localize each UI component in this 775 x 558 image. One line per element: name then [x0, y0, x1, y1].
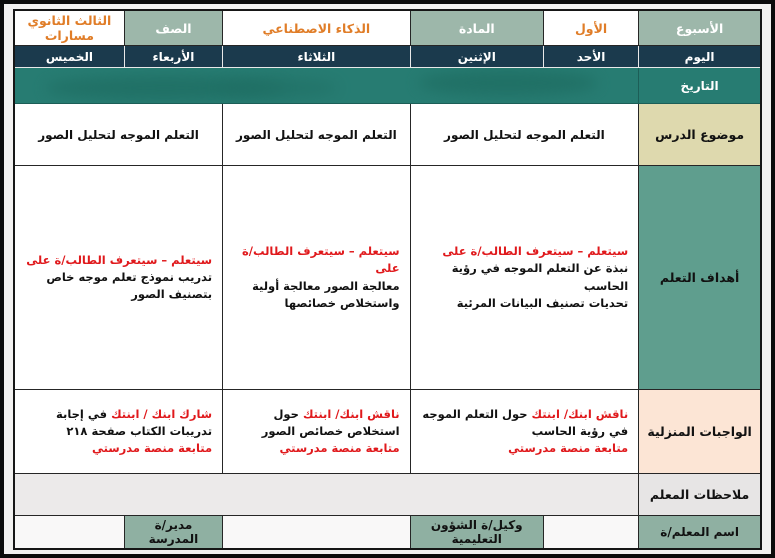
date-row: [14, 68, 761, 104]
topic-label: موضوع الدرس: [639, 104, 761, 166]
objective-heading: سيتعلم – سيتعرف الطالب/ة على: [241, 244, 400, 276]
objectives-sun-mon: [410, 166, 639, 390]
date-value-cell[interactable]: [14, 68, 639, 104]
notes-row: [14, 474, 761, 516]
teacher-name-label: اسم المعلم/ة: [639, 516, 761, 550]
date-label: التاريخ: [639, 68, 761, 104]
homework-task-text: في إجابة تدريبات الكتاب صفحة ٢١٨: [56, 406, 213, 438]
teacher-name-value-cell[interactable]: [543, 516, 638, 550]
topic-tuesday: التعلم الموجه لتحليل الصور: [223, 104, 411, 166]
signature-row: [14, 516, 761, 550]
topic-sun-mon: التعلم الموجه لتحليل الصور: [410, 104, 639, 166]
objective-heading: سيتعلم – سيتعرف الطالب/ة على: [26, 252, 213, 267]
redaction-smudge: [418, 70, 598, 96]
homework-followup: متابعة منصة مدرستي: [279, 441, 400, 456]
day-header-label: اليوم: [639, 46, 761, 68]
subject-label: المادة: [410, 10, 543, 46]
objectives-tuesday: [223, 166, 411, 390]
weekly-plan-table: [13, 9, 762, 550]
days-row: [14, 46, 761, 68]
homework-row: [14, 390, 761, 474]
homework-task-text: حول استخلاص خصائص الصور: [261, 406, 400, 438]
day-thursday: الخميس: [14, 46, 124, 68]
objective-line: نبذة عن التعلم الموجه في رؤية الحاسب: [451, 261, 629, 293]
homework-task: [233, 406, 400, 441]
week-value: الأول: [543, 10, 638, 46]
homework-followup: متابعة منصة مدرستي: [92, 441, 213, 456]
topic-wed-thu: التعلم الموجه لتحليل الصور: [14, 104, 223, 166]
objectives-row: [14, 166, 761, 390]
homework-task: [25, 406, 212, 441]
homework-action: ناقش ابنك/ ابنتك: [531, 406, 629, 421]
notes-label: ملاحظات المعلم: [639, 474, 761, 516]
notes-value-cell[interactable]: [14, 474, 639, 516]
redaction-smudge: [218, 78, 338, 98]
homework-tuesday: [223, 390, 411, 474]
homework-action: شارك ابنك / ابنتك: [111, 406, 213, 421]
homework-sun-mon: [410, 390, 639, 474]
week-label: الأسبوع: [639, 10, 761, 46]
homework-wed-thu: [14, 390, 223, 474]
objective-heading: سيتعلم – سيتعرف الطالب/ة على: [442, 244, 629, 258]
principal-value-cell[interactable]: [14, 516, 124, 550]
objectives-wed-thu: [14, 166, 223, 390]
day-sunday: الأحد: [543, 46, 638, 68]
topic-row: [14, 104, 761, 166]
day-tuesday: الثلاثاء: [223, 46, 411, 68]
day-monday: الإثنين: [410, 46, 543, 68]
homework-label: الواجبات المنزلية: [639, 390, 761, 474]
grade-label: الصف: [124, 10, 222, 46]
homework-action: ناقش ابنك/ ابنتك: [302, 406, 400, 421]
objectives-label: أهداف التعلم: [639, 166, 761, 390]
header-row: [14, 10, 761, 46]
objective-line: معالجة الصور معالجة أولية واستخلاص خصائصها: [252, 278, 400, 310]
subject-value: الذكاء الاصطناعي: [223, 10, 411, 46]
day-wednesday: الأربعاء: [124, 46, 222, 68]
objective-line: تحديات تصنيف البيانات المرئية: [456, 295, 629, 310]
homework-task: [421, 406, 629, 441]
grade-value: الثالث الثانوي مسارات: [14, 10, 124, 46]
deputy-label: وكيل/ة الشؤون التعليمية: [410, 516, 543, 550]
objective-line: تدريب نموذج تعلم موجه خاص بتصنيف الصور: [46, 269, 213, 302]
deputy-value-cell[interactable]: [223, 516, 411, 550]
principal-label: مدير/ة المدرسة: [124, 516, 222, 550]
homework-task-text: حول التعلم الموجه في رؤية الحاسب: [422, 406, 629, 438]
homework-followup: متابعة منصة مدرستي: [508, 441, 629, 456]
